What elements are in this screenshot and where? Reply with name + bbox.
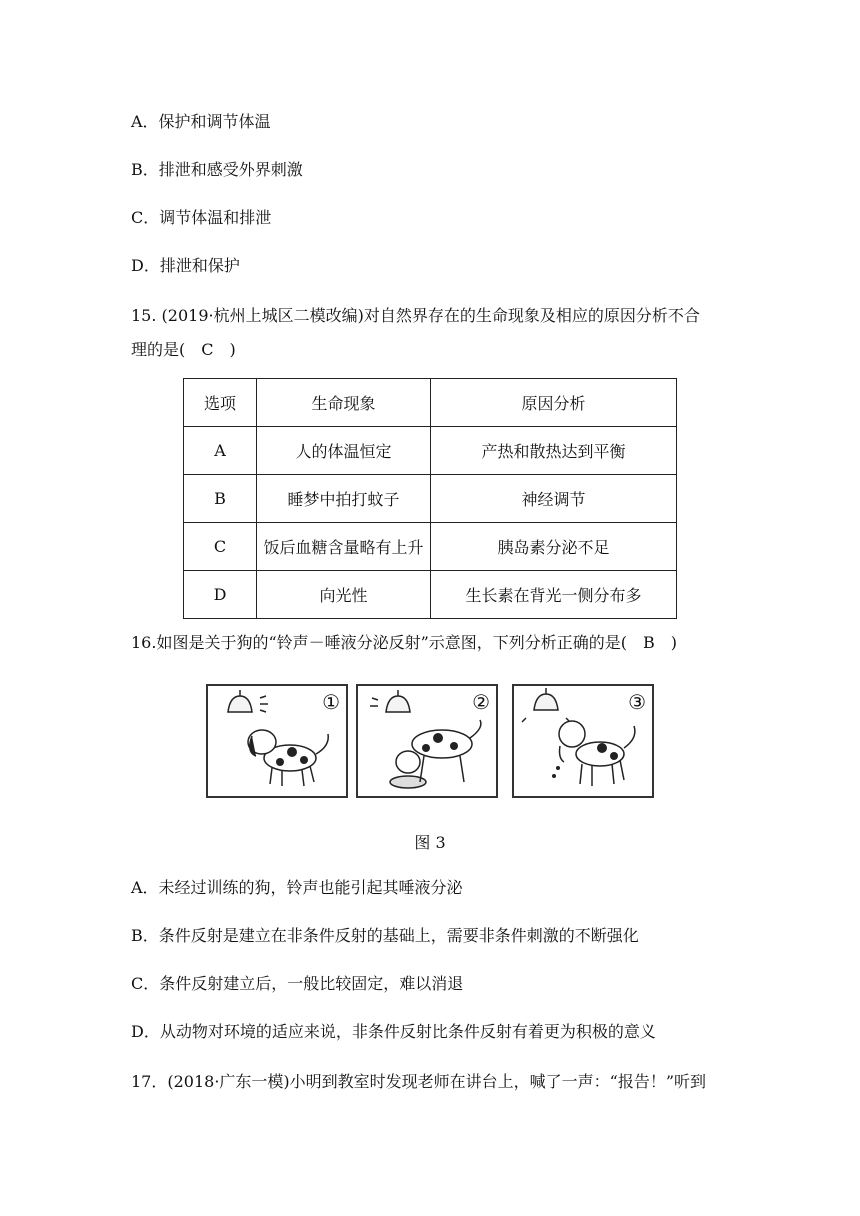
table-header-cell: 原因分析 xyxy=(431,379,677,427)
table-row xyxy=(184,571,677,619)
question-15-stem-line2: 理的是( C ) xyxy=(131,340,236,359)
table-cell: 产热和散热达到平衡 xyxy=(431,427,677,475)
table-cell: 睡梦中拍打蚊子 xyxy=(257,475,431,523)
question-16-option-a: A．未经过训练的狗，铃声也能引起其唾液分泌 xyxy=(131,878,463,897)
question-16-option-c: C．条件反射建立后，一般比较固定，难以消退 xyxy=(131,974,464,993)
table-row xyxy=(184,523,677,571)
prev-option-d: D．排泄和保护 xyxy=(131,256,240,275)
figure-caption: 图 3 xyxy=(414,833,446,852)
prev-option-a: A．保护和调节体温 xyxy=(131,112,271,131)
figure-panel-1 xyxy=(206,684,348,798)
table-header-cell: 生命现象 xyxy=(257,379,431,427)
prev-option-c: C．调节体温和排泄 xyxy=(131,208,272,227)
question-16-stem: 16.如图是关于狗的“铃声－唾液分泌反射”示意图，下列分析正确的是( B ) xyxy=(131,633,678,652)
table-header-cell: 选项 xyxy=(184,379,257,427)
table-cell: D xyxy=(184,571,257,619)
table-cell: C xyxy=(184,523,257,571)
table-row xyxy=(184,475,677,523)
figure-panel-2 xyxy=(356,684,498,798)
prev-option-b: B．排泄和感受外界刺激 xyxy=(131,160,303,179)
question-15-stem-line1: 15. (2019·杭州上城区二模改编)对自然界存在的生命现象及相应的原因分析不合 xyxy=(131,306,700,325)
panel-label: ① xyxy=(322,690,340,714)
table-cell: 向光性 xyxy=(257,571,431,619)
table-cell: B xyxy=(184,475,257,523)
table-cell: 生长素在背光一侧分布多 xyxy=(431,571,677,619)
table-cell: 胰岛素分泌不足 xyxy=(431,523,677,571)
question-17-stem: 17．(2018·广东一模)小明到教室时发现老师在讲台上，喊了一声：“报告！”听到 xyxy=(131,1072,707,1091)
table-cell: 饭后血糖含量略有上升 xyxy=(257,523,431,571)
table-cell: A xyxy=(184,427,257,475)
panel-label: ③ xyxy=(628,690,646,714)
table-cell: 神经调节 xyxy=(431,475,677,523)
reflex-figure xyxy=(206,684,650,796)
panel-label: ② xyxy=(472,690,490,714)
question-16-option-d: D．从动物对环境的适应来说，非条件反射比条件反射有着更为积极的意义 xyxy=(131,1022,656,1041)
table-row xyxy=(184,427,677,475)
question-15-table xyxy=(183,378,677,619)
table-header-row xyxy=(184,379,677,427)
table-cell: 人的体温恒定 xyxy=(257,427,431,475)
figure-panel-3 xyxy=(512,684,654,798)
question-16-option-b: B．条件反射是建立在非条件反射的基础上，需要非条件刺激的不断强化 xyxy=(131,926,639,945)
